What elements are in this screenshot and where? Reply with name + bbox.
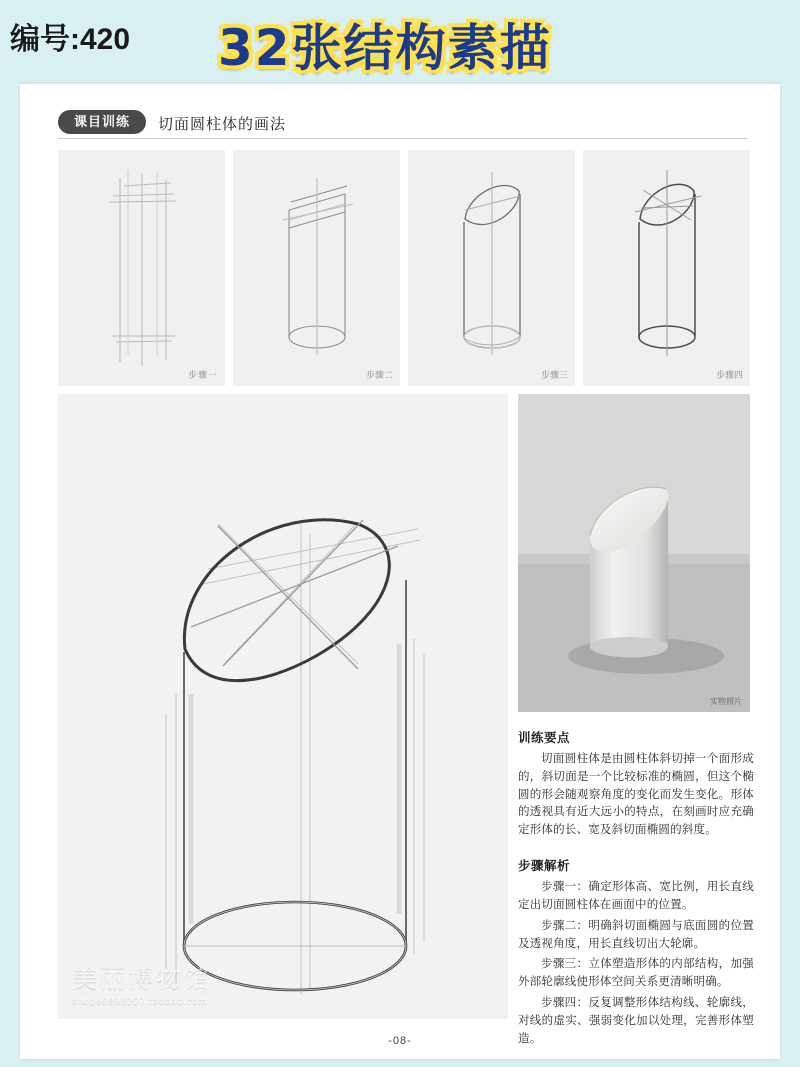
steps-analysis-item: 步骤二：明确斜切面椭圆与底面圆的位置及透视角度，用长直线切出大轮廓。 — [518, 919, 754, 950]
step-three-sketch — [408, 150, 575, 386]
step-thumbnail — [58, 150, 225, 386]
text-column — [518, 728, 754, 1051]
key-points-title: 训练要点 — [518, 731, 571, 745]
step-caption: 步骤一 — [187, 370, 218, 380]
main-cylinder-sketch — [58, 394, 508, 1019]
watermark-subtext: shop60898207.taobao.com — [72, 997, 207, 1007]
section-divider — [58, 138, 748, 139]
step-two-sketch — [233, 150, 400, 386]
step-thumbnail-row — [58, 150, 750, 386]
main-drawing — [58, 394, 508, 1019]
page-title: 32张结构素描 — [218, 19, 552, 77]
steps-analysis-item: 步骤一：确定形体高、宽比例，用长直线定出切面圆柱体在画面中的位置。 — [518, 881, 754, 911]
step-thumbnail — [583, 150, 750, 386]
book-page — [20, 84, 780, 1059]
code-label: 编号:420 — [10, 23, 131, 56]
step-one-sketch — [58, 150, 225, 386]
steps-analysis-title: 步骤解析 — [518, 859, 571, 874]
step-thumbnail — [233, 150, 400, 386]
steps-analysis-item: 步骤四：反复调整形体结构线、轮廓线，对线的虚实、强弱变化加以处理，完善形体塑造。 — [518, 996, 754, 1045]
photo-caption: 实物照片 — [710, 697, 742, 706]
step-caption: 步骤二 — [365, 370, 393, 380]
key-points-body: 切面圆柱体是由圆柱体斜切掉一个面形成的，斜切面是一个比较标准的椭圆，但这个椭圆的形会随观察角度的变化而发生变化。形体的透视具有近大远小的特点，在刻画时应充确定形体的长、宽及斜切面椭圆的斜度。 — [518, 753, 754, 837]
page-number: -08- — [388, 1035, 412, 1047]
page-header — [0, 0, 800, 84]
step-four-sketch — [583, 150, 750, 386]
step-caption: 步骤三 — [540, 370, 568, 380]
step-caption: 步骤四 — [715, 370, 743, 380]
section-title-bar — [58, 110, 748, 140]
plaster-cylinder-photo — [518, 394, 750, 712]
watermark — [72, 959, 212, 1007]
watermark-text: 美丽博物馆 — [72, 964, 213, 993]
step-thumbnail — [408, 150, 575, 386]
section-badge: 课目训练 — [58, 110, 146, 134]
steps-analysis-item: 步骤三：立体塑造形体的内部结构，加强外部轮廓线使形体空间关系更清晰明确。 — [518, 958, 754, 989]
reference-photo — [518, 394, 750, 712]
section-heading: 切面圆柱体的画法 — [158, 116, 287, 133]
